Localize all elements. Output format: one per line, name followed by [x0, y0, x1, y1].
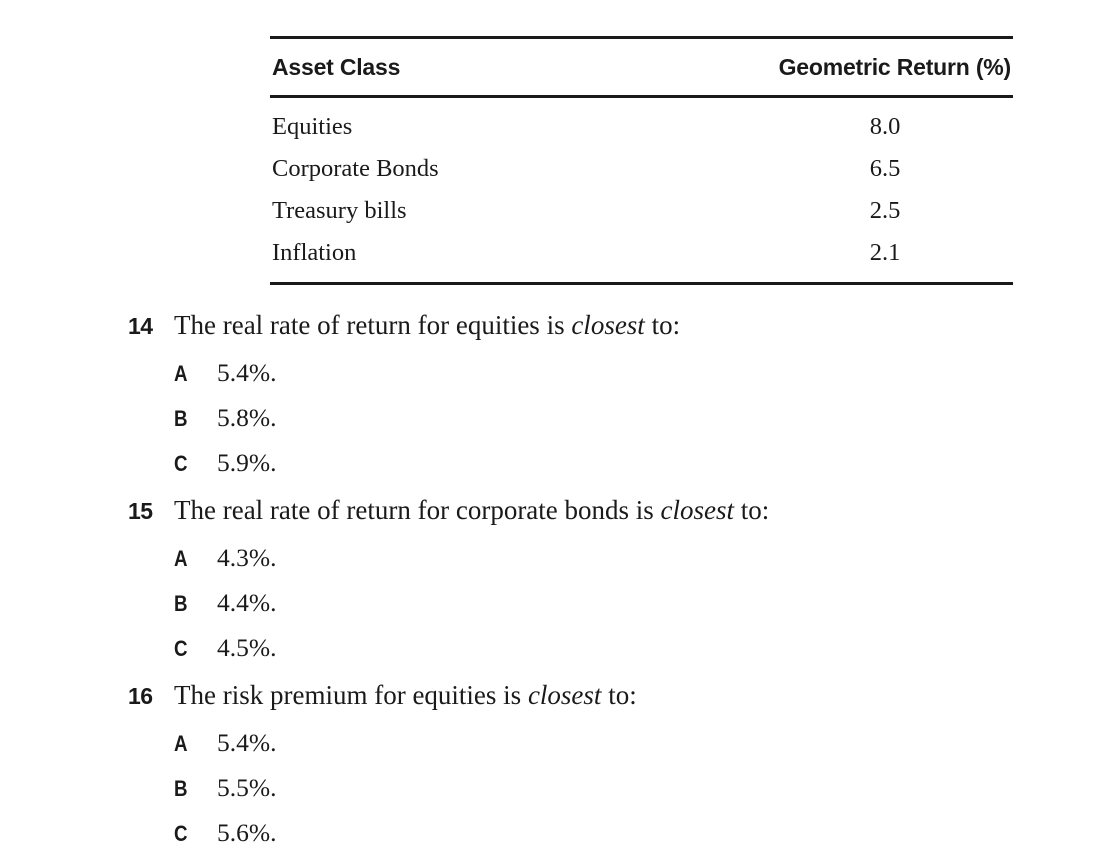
cell-return: 8.0 — [869, 113, 901, 140]
question-number: 16 — [128, 683, 153, 709]
question-text-part: to: — [601, 680, 637, 710]
answer-option-b[interactable] — [128, 395, 1068, 440]
table-body — [270, 98, 1013, 282]
cell-asset: Equities — [272, 113, 353, 140]
cell-asset: Treasury bills — [272, 197, 407, 224]
table-row — [270, 232, 1013, 274]
option-letter: A — [174, 731, 188, 756]
question-stem — [128, 300, 1068, 350]
option-text: 5.4%. — [217, 728, 277, 757]
option-text: 4.3%. — [217, 543, 277, 572]
question-emphasis: closest — [527, 680, 602, 710]
question-16 — [128, 670, 1068, 855]
returns-table — [270, 36, 1013, 285]
answer-option-b[interactable] — [128, 765, 1068, 810]
option-text: 5.4%. — [217, 358, 277, 387]
question-stem — [128, 485, 1068, 535]
table-bottom-rule — [270, 282, 1013, 285]
option-letter: B — [174, 591, 188, 616]
question-14 — [128, 300, 1068, 485]
question-text-part: The real rate of return for equities is — [174, 310, 572, 340]
table-row — [270, 106, 1013, 148]
header-asset-class: Asset Class — [272, 53, 401, 80]
question-text-part: to: — [734, 495, 770, 525]
cell-return: 6.5 — [869, 155, 901, 182]
option-letter: C — [174, 821, 188, 846]
option-text: 4.5%. — [217, 633, 277, 662]
question-list — [128, 300, 1068, 855]
table-row — [270, 148, 1013, 190]
header-geometric-return: Geometric Return (%) — [778, 53, 1011, 80]
cell-return: 2.5 — [869, 197, 901, 224]
question-15 — [128, 485, 1068, 670]
option-letter: A — [174, 546, 188, 571]
option-text: 5.6%. — [217, 818, 277, 847]
option-text: 5.9%. — [217, 448, 277, 477]
answer-option-c[interactable] — [128, 810, 1068, 855]
option-letter: A — [174, 361, 188, 386]
option-text: 5.8%. — [217, 403, 277, 432]
question-text — [174, 485, 769, 535]
question-text — [174, 670, 637, 720]
cell-asset: Inflation — [272, 239, 357, 266]
question-emphasis: closest — [660, 495, 735, 525]
table-header-row — [270, 39, 1013, 95]
answer-option-a[interactable] — [128, 350, 1068, 395]
question-text — [174, 300, 680, 350]
cell-asset: Corporate Bonds — [272, 155, 439, 182]
question-number: 15 — [128, 498, 153, 524]
option-letter: B — [174, 776, 188, 801]
option-letter: C — [174, 451, 188, 476]
answer-option-c[interactable] — [128, 440, 1068, 485]
question-text-part: to: — [644, 310, 681, 340]
option-letter: C — [174, 636, 188, 661]
question-stem — [128, 670, 1068, 720]
option-letter: B — [174, 406, 188, 431]
question-text-part: The risk premium for equities is — [174, 680, 528, 710]
question-number: 14 — [128, 313, 153, 339]
answer-option-a[interactable] — [128, 535, 1068, 580]
cell-return: 2.1 — [869, 239, 901, 266]
answer-option-a[interactable] — [128, 720, 1068, 765]
question-emphasis: closest — [571, 310, 645, 340]
table-row — [270, 190, 1013, 232]
option-text: 4.4%. — [217, 588, 277, 617]
answer-option-c[interactable] — [128, 625, 1068, 670]
answer-option-b[interactable] — [128, 580, 1068, 625]
option-text: 5.5%. — [217, 773, 277, 802]
question-text-part: The real rate of return for corporate bonds is — [174, 495, 661, 525]
